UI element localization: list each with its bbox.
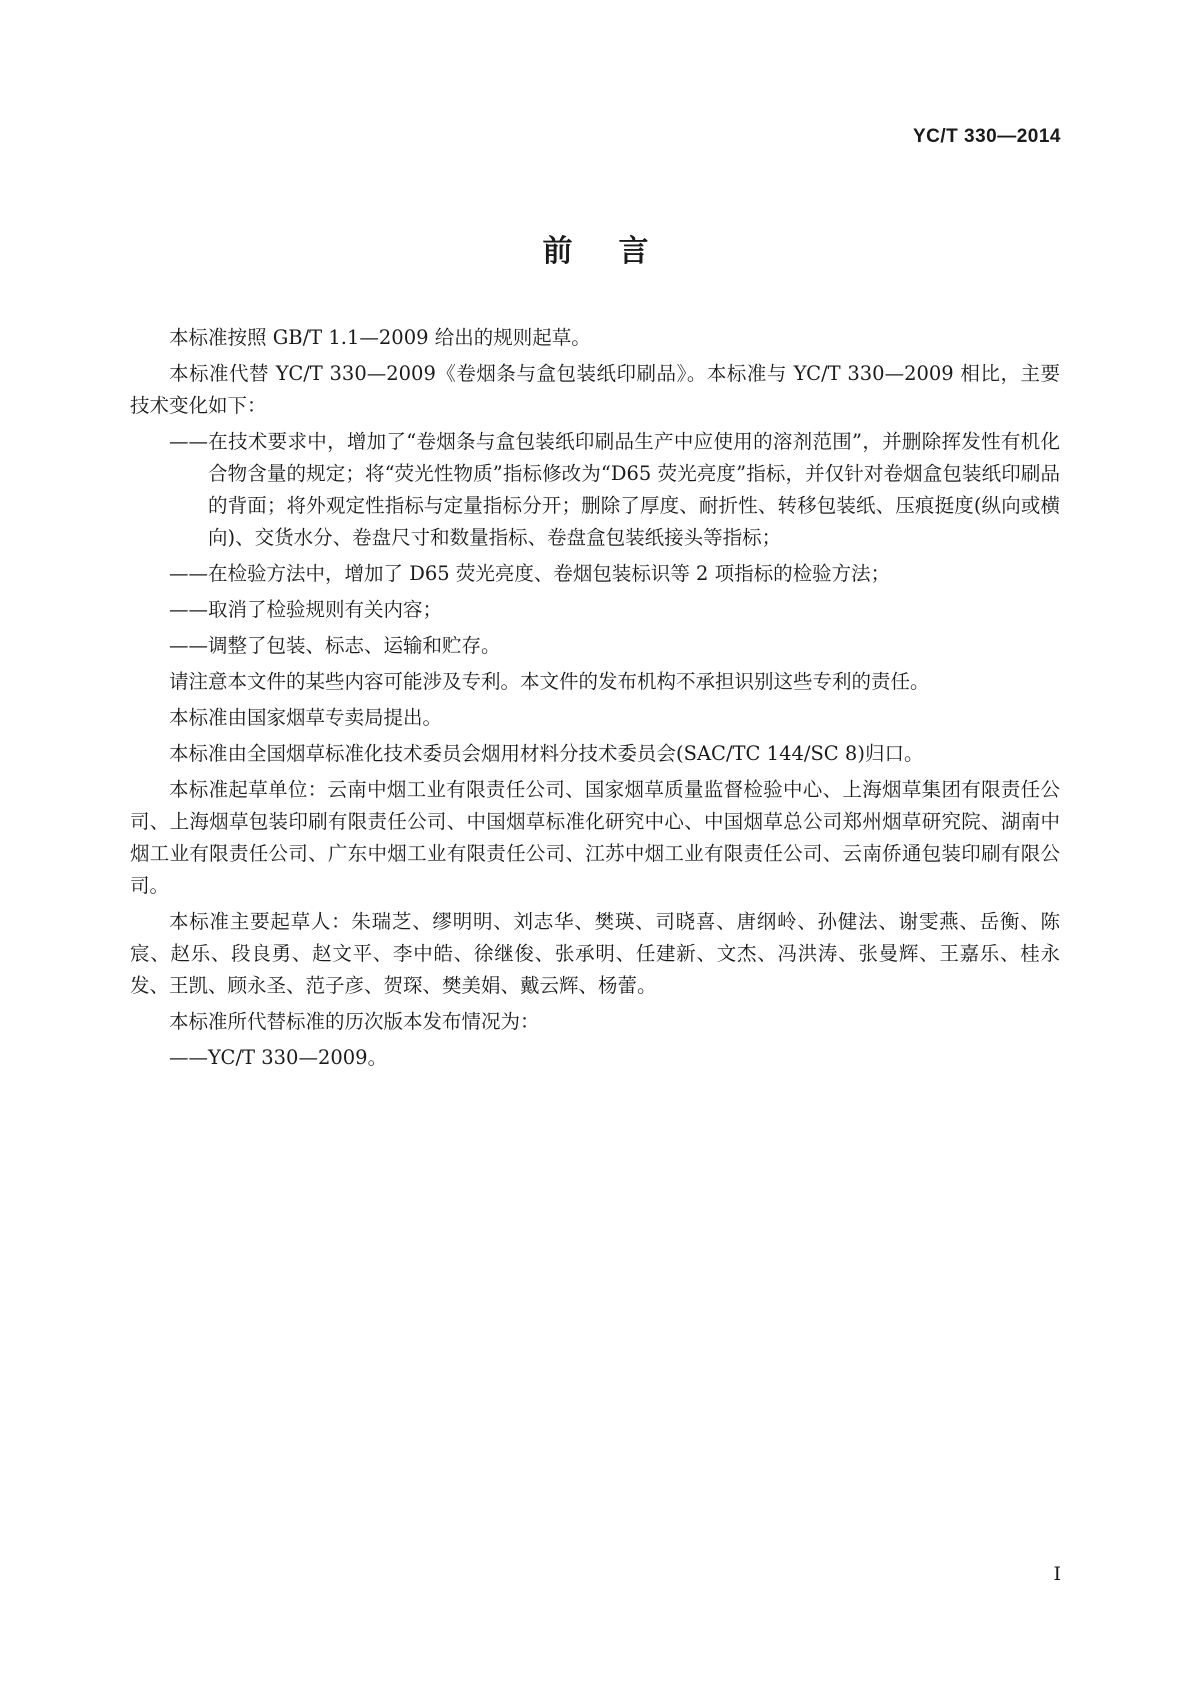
paragraph-history: 本标准所代替标准的历次版本发布情况为：	[169, 1010, 540, 1033]
page-number: I	[1053, 1563, 1061, 1585]
page-title: 前言	[542, 234, 695, 269]
dash-marker: ——	[169, 598, 208, 621]
document-body	[130, 322, 1060, 1078]
dash-marker: ——	[169, 1046, 208, 1069]
list-item	[130, 558, 1060, 590]
dash-marker: ——	[169, 562, 208, 585]
paragraph-drafting-units: 本标准起草单位：云南中烟工业有限责任公司、国家烟草质量监督检验中心、上海烟草集团有限责任公司、上海烟草包装印刷有限责任公司、中国烟草标准化研究中心、中国烟草总公司郑州烟草研究院、湖南中烟工业有限责任公司、广东中烟工业有限责任公司、江苏中烟工业有限责任公司、云南侨通包装印刷有限公司。	[130, 778, 1060, 897]
list-item	[130, 426, 1060, 554]
list-item	[130, 630, 1060, 662]
list-item	[130, 594, 1060, 626]
list-item-text: YC/T 330—2009。	[208, 1046, 388, 1069]
list-item-text: 在技术要求中，增加了“卷烟条与盒包装纸印刷品生产中应使用的溶剂范围”，并删除挥发性有机化合物含量的规定；将“荧光性物质”指标修改为“D65 荧光亮度”指标，并仅针对卷烟盒包装纸印刷品的背面；将外观定性指标与定量指标分开；删除了厚度、耐折性、转移包装纸、压痕挺度(纵向或横向)、交货水分、卷盘尺寸和数量指标、卷盘盒包装纸接头等指标；	[208, 430, 1060, 549]
dash-marker: ——	[169, 634, 208, 657]
list-item-text: 在检验方法中，增加了 D65 荧光亮度、卷烟包装标识等 2 项指标的检验方法；	[208, 562, 891, 585]
list-item	[130, 1042, 1060, 1074]
list-item-text: 取消了检验规则有关内容；	[208, 598, 443, 621]
paragraph-proposer: 本标准由国家烟草专卖局提出。	[169, 706, 443, 729]
dash-marker: ——	[169, 430, 208, 453]
document-code: YC/T 330—2014	[912, 126, 1061, 147]
paragraph-drafting-rules: 本标准按照 GB/T 1.1—2009 给出的规则起草。	[169, 326, 591, 349]
paragraph-drafters: 本标准主要起草人：朱瑞芝、缪明明、刘志华、樊瑛、司晓喜、唐纲岭、孙健法、谢雯燕、岳衡、陈宸、赵乐、段良勇、赵文平、李中皓、徐继俊、张承明、任建新、文杰、冯洪涛、张曼辉、王嘉乐、桂永发、王凯、顾永圣、范子彦、贺琛、樊美娟、戴云辉、杨蕾。	[130, 910, 1060, 997]
paragraph-replacement: 本标准代替 YC/T 330—2009《卷烟条与盒包装纸印刷品》。本标准与 YC/T 330—2009 相比，主要技术变化如下：	[130, 362, 1060, 417]
paragraph-patent-notice: 请注意本文件的某些内容可能涉及专利。本文件的发布机构不承担识别这些专利的责任。	[169, 670, 930, 693]
paragraph-centralized: 本标准由全国烟草标准化技术委员会烟用材料分技术委员会(SAC/TC 144/SC 8)归口。	[169, 742, 924, 765]
list-item-text: 调整了包装、标志、运输和贮存。	[208, 634, 501, 657]
